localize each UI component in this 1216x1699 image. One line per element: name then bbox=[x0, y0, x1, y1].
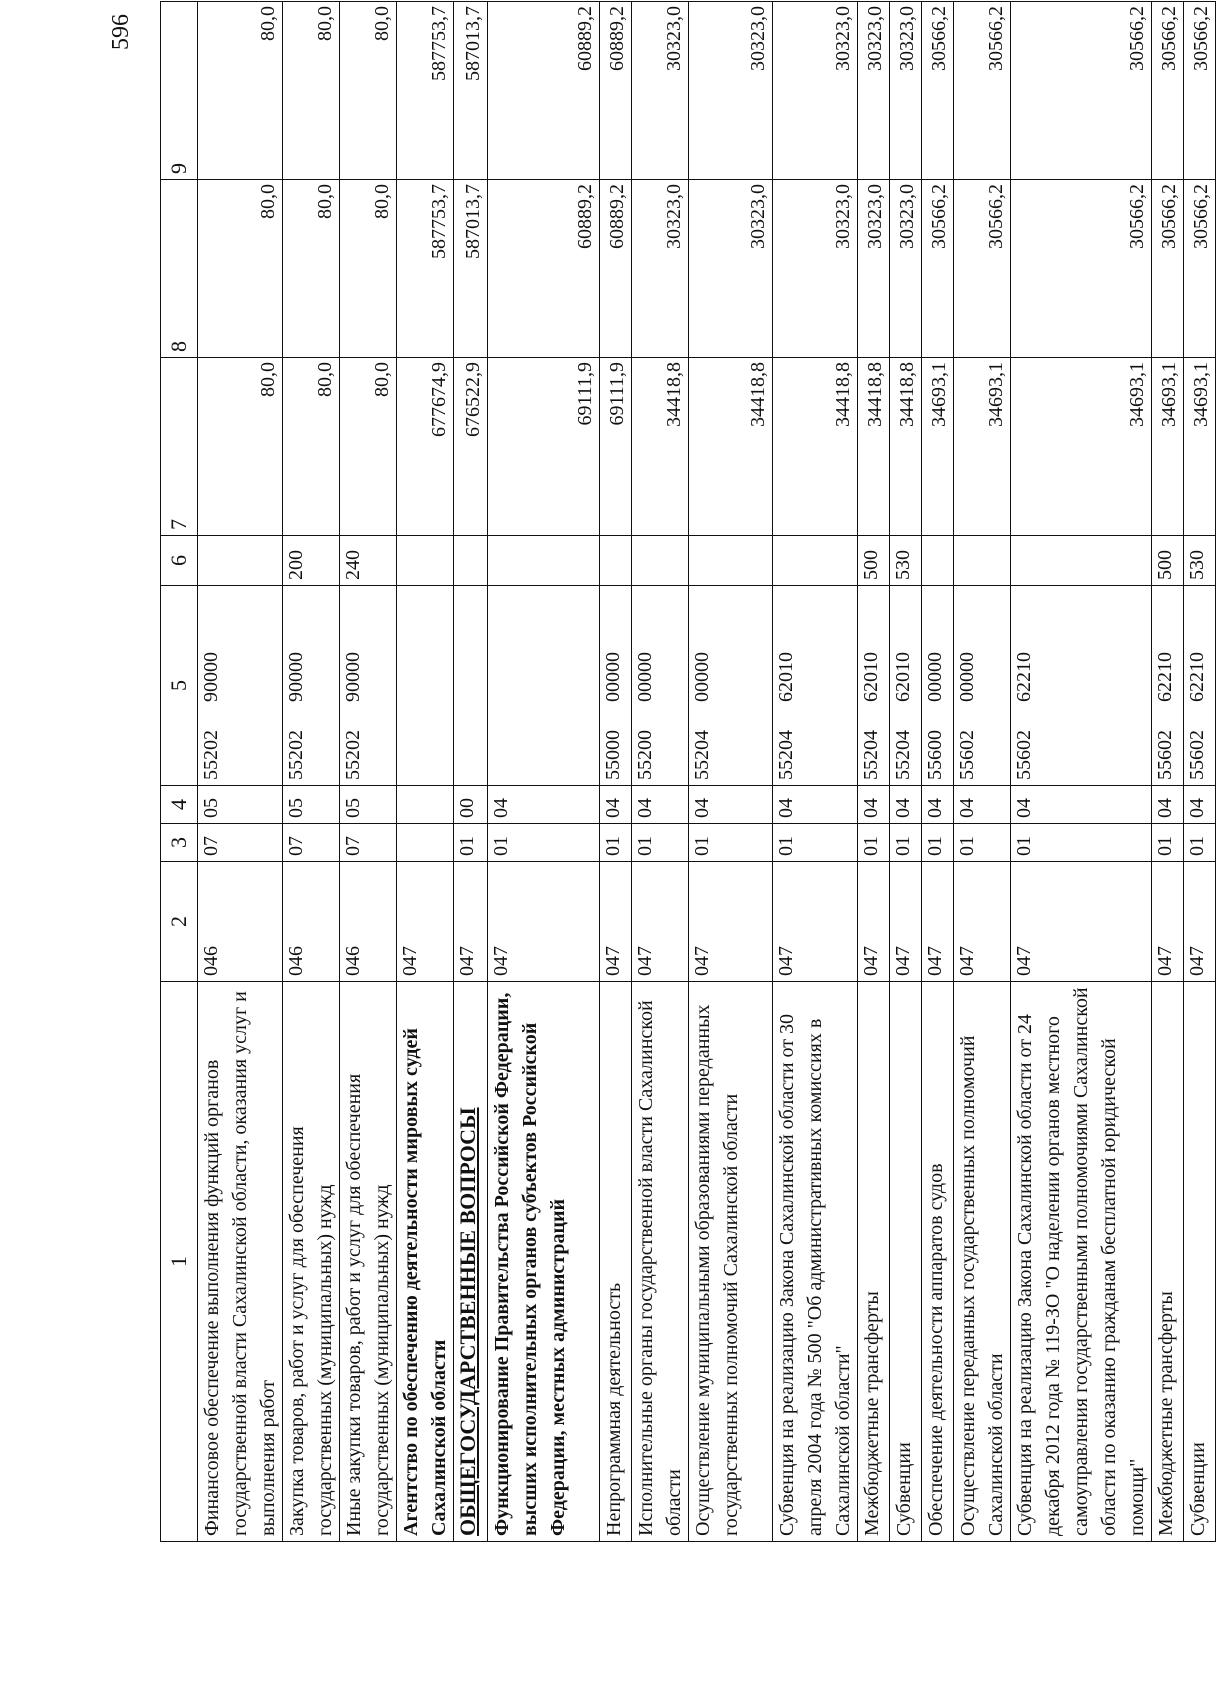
row-code-col-3: 01 bbox=[890, 824, 922, 862]
row-code-col-5-direction: 00000 bbox=[956, 652, 978, 702]
row-amount-col-9: 80,0 bbox=[340, 2, 397, 180]
row-code-col-2: 047 bbox=[954, 862, 1011, 982]
row-code-col-2: 047 bbox=[397, 862, 454, 982]
table-row bbox=[340, 2, 397, 1542]
row-name: Функционирование Правительства Российской Федерации, высших исполнительных органов субъектов Российской Федерации, местных администраций bbox=[488, 982, 600, 1542]
row-amount-col-9: 60889,2 bbox=[600, 2, 632, 180]
row-code-col-6 bbox=[454, 536, 488, 586]
row-code-col-5-direction: 00000 bbox=[924, 652, 946, 702]
row-code-col-4: 04 bbox=[1184, 786, 1216, 824]
row-code-col-5 bbox=[283, 586, 340, 786]
row-code-col-3: 01 bbox=[689, 824, 773, 862]
row-code-col-4: 04 bbox=[600, 786, 632, 824]
row-code-col-2: 047 bbox=[488, 862, 600, 982]
row-amount-col-8: 80,0 bbox=[283, 180, 340, 358]
row-code-col-2: 047 bbox=[600, 862, 632, 982]
row-amount-col-9: 30323,0 bbox=[689, 2, 773, 180]
row-amount-col-7: 34693,1 bbox=[1152, 358, 1184, 536]
row-amount-col-9: 80,0 bbox=[198, 2, 283, 180]
row-code-col-2: 047 bbox=[890, 862, 922, 982]
row-code-col-2: 047 bbox=[632, 862, 689, 982]
row-code-col-2: 047 bbox=[922, 862, 954, 982]
row-code-col-4: 05 bbox=[283, 786, 340, 824]
row-code-col-4: 04 bbox=[1152, 786, 1184, 824]
row-code-col-5 bbox=[198, 586, 283, 786]
table-body bbox=[198, 2, 1216, 1542]
row-name: Исполнительные органы государственной власти Сахалинской области bbox=[632, 982, 689, 1542]
row-amount-col-8: 30323,0 bbox=[689, 180, 773, 358]
row-amount-col-7: 34693,1 bbox=[1184, 358, 1216, 536]
row-code-col-2: 046 bbox=[198, 862, 283, 982]
header-col-9: 9 bbox=[161, 2, 198, 180]
row-code-col-6: 530 bbox=[1184, 536, 1216, 586]
budget-table bbox=[160, 1, 1216, 1542]
header-col-5: 5 bbox=[161, 586, 198, 786]
row-code-col-5-program: 55600 bbox=[924, 730, 946, 780]
row-amount-col-9: 30323,0 bbox=[858, 2, 890, 180]
row-code-col-4: 05 bbox=[198, 786, 283, 824]
row-code-col-5-program: 55602 bbox=[1013, 730, 1035, 780]
row-code-col-3: 07 bbox=[340, 824, 397, 862]
row-name: Закупка товаров, работ и услуг для обеспечения государственных (муниципальных) нужд bbox=[283, 982, 340, 1542]
row-code-col-5-program: 55602 bbox=[956, 730, 978, 780]
row-code-col-6 bbox=[198, 536, 283, 586]
table-row bbox=[689, 2, 773, 1542]
row-amount-col-7: 34418,8 bbox=[773, 358, 858, 536]
row-code-col-4: 04 bbox=[858, 786, 890, 824]
row-code-col-5-direction: 62010 bbox=[775, 652, 797, 702]
row-amount-col-8: 30566,2 bbox=[1184, 180, 1216, 358]
table-row bbox=[488, 2, 600, 1542]
row-code-col-3: 01 bbox=[773, 824, 858, 862]
table-row bbox=[773, 2, 858, 1542]
row-code-col-5-program: 55200 bbox=[634, 730, 656, 780]
row-amount-col-8: 30566,2 bbox=[1011, 180, 1152, 358]
row-code-col-2: 047 bbox=[689, 862, 773, 982]
header-col-2: 2 bbox=[161, 862, 198, 982]
row-code-col-6 bbox=[773, 536, 858, 586]
row-amount-col-9: 30566,2 bbox=[922, 2, 954, 180]
row-name: Непрограммная деятельность bbox=[600, 982, 632, 1542]
row-amount-col-8: 30323,0 bbox=[632, 180, 689, 358]
row-name: Субвенции bbox=[890, 982, 922, 1542]
row-code-col-5-direction: 62210 bbox=[1013, 652, 1035, 702]
row-name: Осуществление муниципальными образованиями переданных государственных полномочий Сахалинской области bbox=[689, 982, 773, 1542]
row-code-col-5-program: 55602 bbox=[1186, 730, 1208, 780]
row-code-col-2: 047 bbox=[1152, 862, 1184, 982]
row-amount-col-9: 30566,2 bbox=[1152, 2, 1184, 180]
row-amount-col-7: 34418,8 bbox=[632, 358, 689, 536]
row-code-col-6 bbox=[922, 536, 954, 586]
table-row bbox=[1011, 2, 1152, 1542]
row-amount-col-9: 30323,0 bbox=[632, 2, 689, 180]
row-amount-col-7: 80,0 bbox=[340, 358, 397, 536]
row-code-col-5 bbox=[1184, 586, 1216, 786]
row-code-col-3: 01 bbox=[954, 824, 1011, 862]
row-amount-col-7: 34418,8 bbox=[890, 358, 922, 536]
row-code-col-5-program: 55202 bbox=[285, 730, 307, 780]
row-amount-col-8: 80,0 bbox=[198, 180, 283, 358]
row-code-col-5-direction: 62010 bbox=[892, 652, 914, 702]
row-code-col-5 bbox=[454, 586, 488, 786]
row-code-col-3: 01 bbox=[632, 824, 689, 862]
row-code-col-5-program: 55000 bbox=[602, 730, 624, 780]
row-code-col-5-direction: 00000 bbox=[602, 652, 624, 702]
row-name: Субвенция на реализацию Закона Сахалинской области от 24 декабря 2012 года № 119-ЗО "О наделении органов местного самоуправления государственными полномочиями Сахалинской области по оказанию гражданам бесплатной юридической помощи" bbox=[1011, 982, 1152, 1542]
row-code-col-4: 04 bbox=[890, 786, 922, 824]
header-col-1: 1 bbox=[161, 982, 198, 1542]
row-code-col-5-direction: 62210 bbox=[1186, 652, 1208, 702]
row-code-col-6: 530 bbox=[890, 536, 922, 586]
header-col-4: 4 bbox=[161, 786, 198, 824]
row-code-col-4: 05 bbox=[340, 786, 397, 824]
row-amount-col-9: 30566,2 bbox=[954, 2, 1011, 180]
row-name: Межбюджетные трансферты bbox=[858, 982, 890, 1542]
row-amount-col-7: 34693,1 bbox=[954, 358, 1011, 536]
row-name: Осуществление переданных государственных полномочий Сахалинской области bbox=[954, 982, 1011, 1542]
row-code-col-5 bbox=[632, 586, 689, 786]
row-code-col-5-program: 55204 bbox=[860, 730, 882, 780]
row-name: Обеспечение деятельности аппаратов судов bbox=[922, 982, 954, 1542]
row-code-col-6 bbox=[397, 536, 454, 586]
row-amount-col-9: 30566,2 bbox=[1011, 2, 1152, 180]
row-code-col-5-program: 55202 bbox=[342, 730, 364, 780]
row-code-col-4: 04 bbox=[1011, 786, 1152, 824]
row-code-col-5-program: 55204 bbox=[892, 730, 914, 780]
row-code-col-3 bbox=[397, 824, 454, 862]
row-code-col-6: 240 bbox=[340, 536, 397, 586]
row-amount-col-7: 34418,8 bbox=[689, 358, 773, 536]
row-code-col-3: 01 bbox=[922, 824, 954, 862]
row-code-col-4: 04 bbox=[922, 786, 954, 824]
table-row bbox=[454, 2, 488, 1542]
row-code-col-3: 07 bbox=[198, 824, 283, 862]
row-amount-col-8: 60889,2 bbox=[600, 180, 632, 358]
row-code-col-5-direction: 90000 bbox=[342, 652, 364, 702]
row-code-col-5 bbox=[890, 586, 922, 786]
row-amount-col-8: 30323,0 bbox=[773, 180, 858, 358]
row-code-col-3: 01 bbox=[858, 824, 890, 862]
row-code-col-5-program: 55202 bbox=[200, 730, 222, 780]
row-code-col-4: 00 bbox=[454, 786, 488, 824]
table-row bbox=[600, 2, 632, 1542]
row-amount-col-9: 60889,2 bbox=[488, 2, 600, 180]
row-amount-col-8: 30323,0 bbox=[858, 180, 890, 358]
row-code-col-5 bbox=[1011, 586, 1152, 786]
row-code-col-5 bbox=[1152, 586, 1184, 786]
row-code-col-3: 01 bbox=[488, 824, 600, 862]
row-code-col-5 bbox=[488, 586, 600, 786]
header-col-8: 8 bbox=[161, 180, 198, 358]
table-row bbox=[858, 2, 890, 1542]
table-row bbox=[283, 2, 340, 1542]
row-code-col-2: 046 bbox=[283, 862, 340, 982]
row-amount-col-8: 60889,2 bbox=[488, 180, 600, 358]
header-col-3: 3 bbox=[161, 824, 198, 862]
row-code-col-5 bbox=[922, 586, 954, 786]
row-code-col-4: 04 bbox=[689, 786, 773, 824]
row-code-col-6 bbox=[1011, 536, 1152, 586]
table-row bbox=[890, 2, 922, 1542]
row-code-col-4 bbox=[397, 786, 454, 824]
row-code-col-5 bbox=[773, 586, 858, 786]
row-code-col-5-direction: 62210 bbox=[1154, 652, 1176, 702]
row-amount-col-7: 676522,9 bbox=[454, 358, 488, 536]
row-name: Финансовое обеспечение выполнения функций органов государственной власти Сахалинской области, оказания услуг и выполнения работ bbox=[198, 982, 283, 1542]
row-amount-col-7: 69111,9 bbox=[600, 358, 632, 536]
row-amount-col-7: 34693,1 bbox=[922, 358, 954, 536]
row-amount-col-8: 30566,2 bbox=[1152, 180, 1184, 358]
row-code-col-5 bbox=[600, 586, 632, 786]
row-code-col-4: 04 bbox=[632, 786, 689, 824]
header-col-7: 7 bbox=[161, 358, 198, 536]
row-amount-col-8: 80,0 bbox=[340, 180, 397, 358]
row-amount-col-7: 34418,8 bbox=[858, 358, 890, 536]
row-name: Межбюджетные трансферты bbox=[1152, 982, 1184, 1542]
row-amount-col-9: 30323,0 bbox=[890, 2, 922, 180]
row-code-col-3: 01 bbox=[1184, 824, 1216, 862]
row-amount-col-7: 80,0 bbox=[198, 358, 283, 536]
row-code-col-3: 01 bbox=[454, 824, 488, 862]
table-row bbox=[1184, 2, 1216, 1542]
table-row bbox=[922, 2, 954, 1542]
row-code-col-6: 500 bbox=[858, 536, 890, 586]
row-amount-col-7: 80,0 bbox=[283, 358, 340, 536]
row-name: Субвенции bbox=[1184, 982, 1216, 1542]
row-amount-col-9: 80,0 bbox=[283, 2, 340, 180]
row-code-col-4: 04 bbox=[773, 786, 858, 824]
row-code-col-5 bbox=[340, 586, 397, 786]
row-code-col-3: 01 bbox=[1011, 824, 1152, 862]
row-code-col-5 bbox=[397, 586, 454, 786]
page-number: 596 bbox=[108, 14, 134, 50]
table-row bbox=[1152, 2, 1184, 1542]
row-amount-col-9: 587753,7 bbox=[397, 2, 454, 180]
row-code-col-2: 047 bbox=[1011, 862, 1152, 982]
row-code-col-6 bbox=[600, 536, 632, 586]
table-row bbox=[954, 2, 1011, 1542]
row-code-col-5-program: 55204 bbox=[691, 730, 713, 780]
row-code-col-4: 04 bbox=[488, 786, 600, 824]
row-code-col-3: 01 bbox=[600, 824, 632, 862]
table-row bbox=[632, 2, 689, 1542]
row-amount-col-7: 69111,9 bbox=[488, 358, 600, 536]
row-amount-col-9: 30566,2 bbox=[1184, 2, 1216, 180]
header-col-6: 6 bbox=[161, 536, 198, 586]
row-code-col-6 bbox=[689, 536, 773, 586]
row-amount-col-8: 30323,0 bbox=[890, 180, 922, 358]
row-code-col-5-direction: 90000 bbox=[285, 652, 307, 702]
row-code-col-5-direction: 00000 bbox=[634, 652, 656, 702]
table-row bbox=[397, 2, 454, 1542]
row-code-col-5-direction: 62010 bbox=[860, 652, 882, 702]
row-code-col-5-direction: 00000 bbox=[691, 652, 713, 702]
row-code-col-5 bbox=[858, 586, 890, 786]
row-code-col-5-program: 55204 bbox=[775, 730, 797, 780]
row-code-col-5-direction: 90000 bbox=[200, 652, 222, 702]
row-code-col-2: 046 bbox=[340, 862, 397, 982]
row-name: ОБЩЕГОСУДАРСТВЕННЫЕ ВОПРОСЫ bbox=[454, 982, 488, 1542]
row-amount-col-9: 30323,0 bbox=[773, 2, 858, 180]
row-code-col-3: 01 bbox=[1152, 824, 1184, 862]
row-amount-col-8: 30566,2 bbox=[922, 180, 954, 358]
table-row bbox=[198, 2, 283, 1542]
table-header-row bbox=[161, 2, 198, 1542]
row-amount-col-8: 587013,7 bbox=[454, 180, 488, 358]
row-code-col-5-program: 55602 bbox=[1154, 730, 1176, 780]
row-code-col-6: 500 bbox=[1152, 536, 1184, 586]
row-code-col-6 bbox=[632, 536, 689, 586]
row-code-col-6 bbox=[954, 536, 1011, 586]
row-name: Иные закупки товаров, работ и услуг для обеспечения государственных (муниципальных) нужд bbox=[340, 982, 397, 1542]
row-code-col-6: 200 bbox=[283, 536, 340, 586]
row-amount-col-8: 587753,7 bbox=[397, 180, 454, 358]
row-code-col-2: 047 bbox=[454, 862, 488, 982]
row-code-col-2: 047 bbox=[858, 862, 890, 982]
row-name: Субвенция на реализацию Закона Сахалинской области от 30 апреля 2004 года № 500 "Об административных комиссиях в Сахалинской области" bbox=[773, 982, 858, 1542]
row-amount-col-8: 30566,2 bbox=[954, 180, 1011, 358]
row-code-col-2: 047 bbox=[1184, 862, 1216, 982]
row-amount-col-7: 34693,1 bbox=[1011, 358, 1152, 536]
row-amount-col-7: 677674,9 bbox=[397, 358, 454, 536]
row-code-col-2: 047 bbox=[773, 862, 858, 982]
row-code-col-5 bbox=[689, 586, 773, 786]
row-amount-col-9: 587013,7 bbox=[454, 2, 488, 180]
row-code-col-6 bbox=[488, 536, 600, 586]
row-code-col-3: 07 bbox=[283, 824, 340, 862]
row-code-col-4: 04 bbox=[954, 786, 1011, 824]
row-name: Агентство по обеспечению деятельности мировых судей Сахалинской области bbox=[397, 982, 454, 1542]
rotated-page-content bbox=[100, 0, 1212, 1552]
row-code-col-5 bbox=[954, 586, 1011, 786]
